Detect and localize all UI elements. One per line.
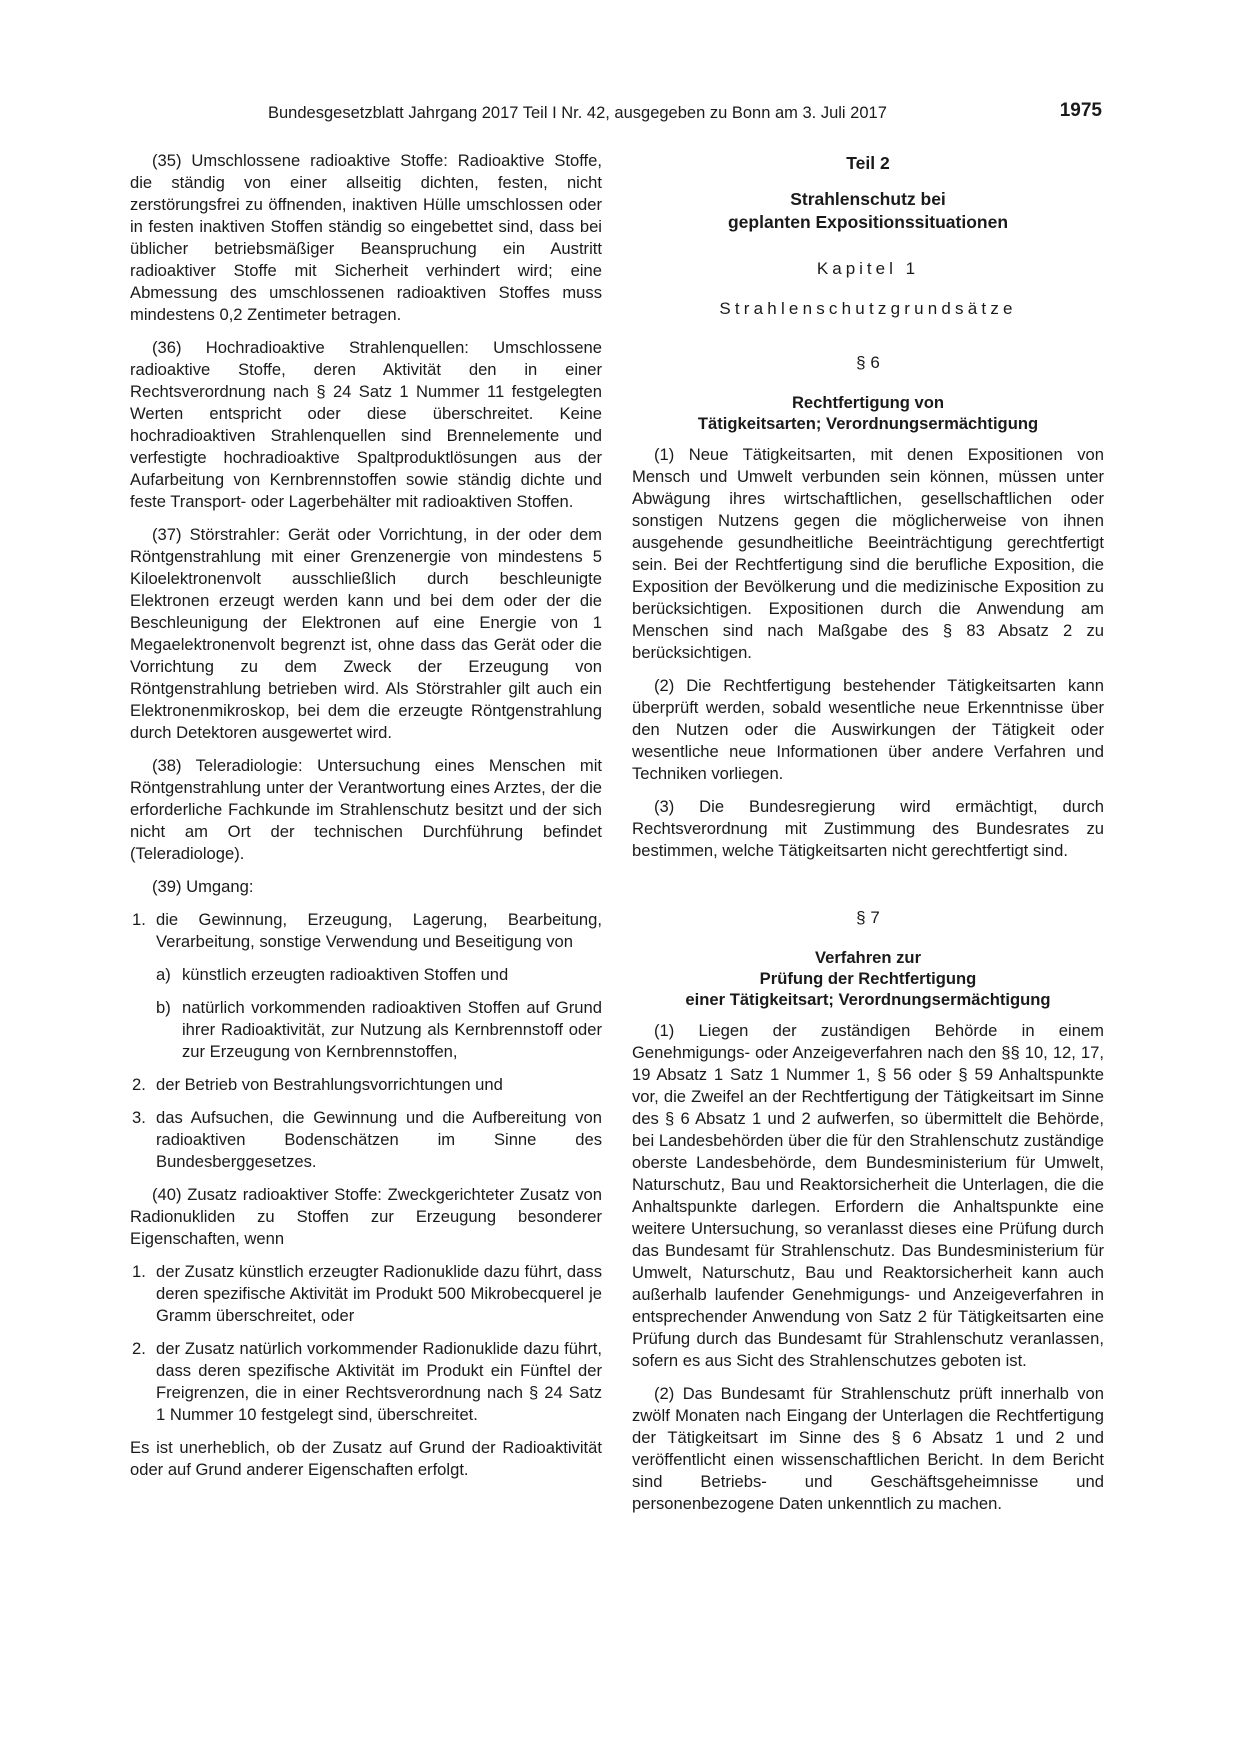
section-7-paragraph-2: (2) Das Bundesamt für Strahlenschutz prüft innerhalb von zwölf Monaten nach Eingang der Unterlagen die Rechtfertigung der Tätigkeitsart im Sinne des § 6 Absatz 1 und 2 und veröffentlicht einen wissenschaftlichen Bericht. In dem Bericht sind Betriebs- und Geschäftsgeheimnisse und personenbezogene Daten unkenntlich zu machen. [632, 1384, 1104, 1513]
list-text: natürlich vorkommenden radioaktiven Stoffen auf Grund ihrer Radioaktivität, zur Nutzung als Kernbrennstoff oder zur Erzeugung von Kernbrennstoffen, [182, 998, 602, 1061]
definition-37: (37) Störstrahler: Gerät oder Vorrichtung, in der oder dem Röntgenstrahlung mit einer Grenzenergie von mindestens 5 Kiloelektronenvolt ausschließlich durch beschleunigte Elektronen erzeugt werden kann und bei dem oder der die Beschleunigung der Elektronen auf eine Energie von 1 Megaelektronenvolt begrenzt ist, ohne dass das Gerät oder die Vorrichtung zu dem Zweck der Erzeugung von Röntgenstrahlung betrieben wird. Als Störstrahler gilt auch ein Elektronenmikroskop, bei dem die erzeugte Röntgenstrahlung durch Detektoren ausgewertet wird. [130, 525, 602, 742]
list-text: der Betrieb von Bestrahlungsvorrichtungen und [156, 1075, 503, 1094]
section-7-heading [632, 947, 1104, 1010]
list-item [130, 1338, 602, 1426]
list-item [130, 1107, 602, 1173]
list-number: 2. [132, 1339, 146, 1358]
section-spacer [632, 873, 1104, 907]
definition-36: (36) Hochradioaktive Strahlenquellen: Umschlossene radioaktive Stoffe, deren Aktivität den in einer Rechtsverordnung nach § 24 Satz 1 Nummer 11 festgelegten Werten entspricht oder diese überschreitet. Keine hochradioaktiven Strahlenquellen sind Brennelemente und verfestigte hochradioaktive Spaltproduktlösungen aus der Aufarbeitung von Kernbrennstoffen sowie ständig dichte und feste Transport- oder Lagerbehälter mit radioaktiven Stoffen. [130, 338, 602, 511]
left-column [130, 150, 602, 1492]
definition-38: (38) Teleradiologie: Untersuchung eines Menschen mit Röntgenstrahlung unter der Verantwortung eines Arztes, der die erforderliche Fachkunde im Strahlenschutz besitzt und der sich nicht am Ort der technischen Durchführung befindet (Teleradiologe). [130, 756, 602, 863]
list-text: künstlich erzeugten radioaktiven Stoffen und [182, 965, 509, 984]
section-6-paragraph-2: (2) Die Rechtfertigung bestehender Tätigkeitsarten kann überprüft werden, sobald wesentliche neue Erkenntnisse über den Nutzen oder die Auswirkungen der Tätigkeit oder wesentliche neue Informationen über andere Verfahren und Techniken vorliegen. [632, 676, 1104, 783]
section-6-paragraph-3: (3) Die Bundesregierung wird ermächtigt, durch Rechtsverordnung mit Zustimmung des Bundesrates zu bestimmen, welche Tätigkeitsarten nicht gerechtfertigt sind. [632, 797, 1104, 860]
section-sign-6: § 6 [856, 353, 880, 372]
section-6-heading [632, 392, 1104, 434]
chapter-title: Strahlenschutzgrundsätze [719, 299, 1017, 318]
heading-line: Rechtfertigung von [791, 393, 945, 412]
section-7-paragraph-1: (1) Liegen der zuständigen Behörde in einem Genehmigungs- oder Anzeigeverfahren nach den §§ 10, 12, 17, 19 Absatz 1 Satz 1 Nummer 1, § 56 oder § 59 Anhaltspunkte vor, die Zweifel an der Rechtfertigung der Tätigkeitsart im Sinne des § 6 Absatz 1 und 2 aufwerfen, so übermittelt die Behörde, bei Landesbehörden über die für den Strahlenschutz zuständige oberste Landesbehörde, dem Bundesministerium für Umwelt, Naturschutz, Bau und Reaktorsicherheit die Unterlagen, die die Anhaltspunkte darlegen. Erfordern die Anhaltspunkte eine weitere Untersuchung, so veranlasst dieses eine Prüfung durch das Bundesamt für Strahlenschutz. Das Bundesministerium für Umwelt, Naturschutz, Bau und Reaktorsicherheit kann auch außerhalb laufender Genehmigungs- und Anzeigeverfahren in entsprechender Anwendung von Satz 2 für Tätigkeitsarten eine Prüfung durch das Bundesamt für Strahlenschutz veranlassen, sofern es aus Sicht des Strahlenschutzes geboten ist. [632, 1021, 1104, 1370]
part-subtitle-line: Strahlenschutz bei [790, 189, 946, 209]
right-column [632, 150, 1104, 1526]
list-item [130, 1074, 602, 1096]
heading-line: Verfahren zur [814, 948, 922, 967]
list-item [130, 909, 602, 953]
section-6-paragraph-1: (1) Neue Tätigkeitsarten, mit denen Expositionen von Mensch und Umwelt verbunden sein können, müssen unter Abwägung ihres wirtschaftlichen, gesellschaftlichen oder sonstigen Nutzens gegen die möglicherweise von ihnen ausgehende gesundheitliche Beeinträchtigung gerechtfertigt sein. Bei der Rechtfertigung sind die berufliche Exposition, die Exposition der Bevölkerung und die medizinische Exposition zu berücksichtigen. Expositionen durch die Anwendung am Menschen sind nach Maßgabe des § 83 Absatz 2 zu berücksichtigen. [632, 445, 1104, 662]
list-number: 1. [132, 1262, 146, 1281]
closing-sentence: Es ist unerheblich, ob der Zusatz auf Grund der Radioaktivität oder auf Grund anderer Eigenschaften erfolgt. [130, 1438, 602, 1479]
page-number: 1975 [1059, 100, 1102, 121]
list-text: die Gewinnung, Erzeugung, Lagerung, Bearbeitung, Verarbeitung, sonstige Verwendung und Beseitigung von [156, 910, 602, 951]
header-title: Bundesgesetzblatt Jahrgang 2017 Teil I Nr. 42, ausgegeben zu Bonn am 3. Juli 2017 [268, 104, 887, 122]
list-subitem [130, 964, 602, 986]
heading-line: Tätigkeitsarten; Verordnungsermächtigung [697, 414, 1039, 433]
heading-line: Prüfung der Rechtfertigung [759, 969, 977, 988]
list-text: das Aufsuchen, die Gewinnung und die Aufbereitung von radioaktiven Bodenschätzen im Sinne des Bundesberggesetzes. [156, 1108, 602, 1171]
definition-35: (35) Umschlossene radioaktive Stoffe: Radioaktive Stoffe, die ständig von einer allseitig dichten, festen, nicht zerstörungsfrei zu öffnenden, inaktiven Hülle umschlossen oder in festen inaktiven Stoffen ständig so eingebettet sind, dass bei üblicher betriebsmäßiger Beanspruchung ein Austritt radioaktiver Stoffe mit Sicherheit verhindert wird; eine Abmessung des umschlossenen radioaktiven Stoffes muss mindestens 0,2 Zentimeter betragen. [130, 151, 602, 324]
list-letter: b) [156, 998, 171, 1017]
list-item [130, 1261, 602, 1327]
definition-39: (39) Umgang: [152, 877, 254, 896]
definition-40: (40) Zusatz radioaktiver Stoffe: Zweckgerichteter Zusatz von Radionukliden zu Stoffen zur Erzeugung besonderer Eigenschaften, wenn [130, 1185, 602, 1248]
list-number: 3. [132, 1108, 146, 1127]
part-title: Teil 2 [846, 153, 890, 173]
chapter-label: Kapitel 1 [816, 259, 920, 278]
heading-line: einer Tätigkeitsart; Verordnungsermächtigung [685, 990, 1051, 1009]
section-sign-7: § 7 [856, 908, 880, 927]
list-number: 2. [132, 1075, 146, 1094]
part-subtitle [632, 188, 1104, 234]
list-number: 1. [132, 910, 146, 929]
list-subitem [130, 997, 602, 1063]
part-subtitle-line: geplanten Expositionssituationen [727, 212, 1009, 232]
list-text: der Zusatz natürlich vorkommender Radionuklide dazu führt, dass deren spezifische Aktivität im Produkt ein Fünftel der Freigrenzen, die in einer Rechtsverordnung nach § 24 Satz 1 Nummer 10 festgelegt sind, überschreitet. [156, 1339, 602, 1424]
page-header [268, 100, 1102, 130]
list-letter: a) [156, 965, 171, 984]
list-text: der Zusatz künstlich erzeugter Radionuklide dazu führt, dass deren spezifische Aktivität im Produkt 500 Mikrobecquerel je Gramm überschreitet, oder [156, 1262, 602, 1325]
